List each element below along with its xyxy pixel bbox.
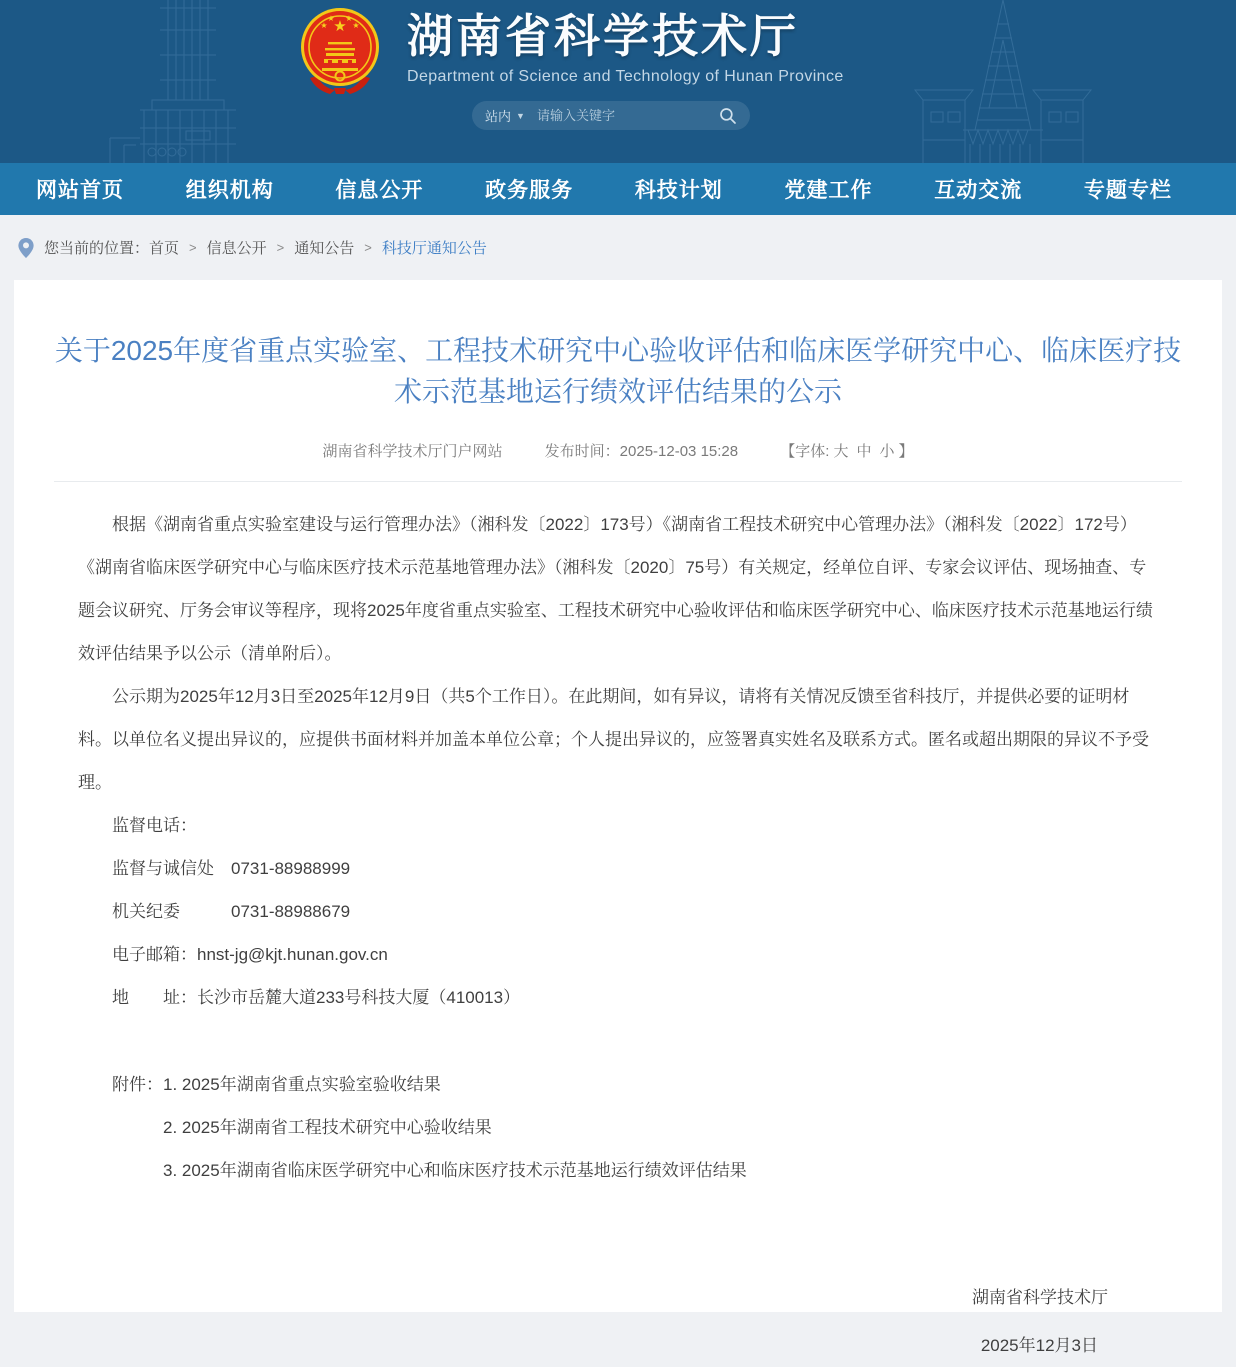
- left-building-watermark-icon: [90, 0, 280, 163]
- article-meta: [54, 440, 1182, 482]
- nav-item-special-topics[interactable]: 专题专栏: [1083, 179, 1172, 202]
- signature-date: 2025年12月3日: [980, 1336, 1098, 1355]
- search-scope-dropdown[interactable]: [485, 106, 525, 125]
- svg-text:★: ★: [320, 21, 328, 30]
- publish-time: [545, 443, 738, 460]
- paragraph-email: 电子邮箱：hnst-jg@kjt.hunan.gov.cn: [112, 945, 388, 964]
- breadcrumb-info-disclosure[interactable]: 信息公开: [206, 240, 267, 257]
- breadcrumb-separator: >: [364, 240, 372, 255]
- nav-item-info-disclosure[interactable]: 信息公开: [335, 179, 424, 202]
- national-emblem-icon: [297, 6, 383, 94]
- svg-text:★: ★: [327, 14, 335, 23]
- main-nav: [0, 163, 1236, 215]
- chevron-down-icon: ▼: [516, 110, 525, 121]
- nav-item-organization[interactable]: 组织机构: [185, 179, 274, 202]
- svg-text:★: ★: [352, 21, 360, 30]
- font-size-open: 【字体:: [780, 443, 830, 460]
- font-size-small-button[interactable]: 小: [879, 443, 895, 460]
- nav-item-gov-services[interactable]: 政务服务: [485, 179, 574, 202]
- paragraph-supervision-office-phone: 监督与诚信处 0731-88988999: [112, 859, 351, 878]
- breadcrumb-separator: >: [276, 240, 285, 255]
- breadcrumb-current[interactable]: 科技厅通知公告: [381, 240, 487, 257]
- attachment-item-1[interactable]: 附件：1. 2025年湖南省重点实验室验收结果: [112, 1075, 441, 1094]
- paragraph-discipline-committee-phone: 机关纪委 0731-88988679: [112, 902, 351, 921]
- signature-org: 湖南省科学技术厅: [972, 1288, 1108, 1307]
- nav-item-interaction[interactable]: 互动交流: [934, 179, 1023, 202]
- breadcrumb: [0, 215, 1236, 280]
- site-subtitle-en: Department of Science and Technology of Hunan Province: [407, 67, 844, 85]
- breadcrumb-prefix: 您当前的位置：: [44, 240, 150, 257]
- nav-item-party-building[interactable]: 党建工作: [784, 179, 873, 202]
- breadcrumb-home[interactable]: 首页: [149, 240, 180, 257]
- breadcrumb-separator: >: [189, 240, 197, 255]
- search-scope-label: 站内: [485, 109, 512, 124]
- font-size-close: 】: [898, 443, 914, 460]
- publish-time-label: 发布时间：: [544, 443, 620, 460]
- search-icon[interactable]: [719, 107, 737, 125]
- font-size-large-button[interactable]: 大: [833, 443, 849, 460]
- attachment-item-2[interactable]: 2. 2025年湖南省工程技术研究中心验收结果: [163, 1118, 492, 1137]
- breadcrumb-notices[interactable]: 通知公告: [294, 240, 355, 257]
- font-size-control: [780, 443, 913, 460]
- svg-text:★: ★: [345, 14, 353, 23]
- right-building-watermark-icon: [878, 0, 1128, 163]
- nav-item-home[interactable]: 网站首页: [36, 179, 124, 202]
- nav-item-scitech-programs[interactable]: 科技计划: [634, 179, 723, 202]
- font-size-medium-button[interactable]: 中: [856, 443, 872, 460]
- paragraph-address: 地 址：长沙市岳麓大道233号科技大厦（410013）: [112, 988, 521, 1007]
- site-title: 湖南省科学技术厅: [407, 10, 799, 62]
- publish-time-value: 2025-12-03 15:28: [619, 443, 739, 460]
- site-search-bar[interactable]: [472, 101, 750, 130]
- paragraph-basis: 根据《湖南省重点实验室建设与运行管理办法》（湘科发〔2022〕173号）《湖南省工程技术研究中心管理办法》（湘科发〔2022〕172号）《湖南省临床医学研究中心与临床医疗技术示范基地管理办法》（湘科发〔2020〕75号）有关规定，经单位自评、专家会议评估、现场抽查、专题会议研究、厅务会审议等程序，现将2025年度省重点实验室、工程技术研究中心验收评估和临床医学研究中心、临床医疗技术示范基地运行绩效评估结果予以公示（清单附后）。: [78, 515, 1153, 663]
- svg-text:★: ★: [333, 18, 347, 35]
- paragraph-publicity-period: 公示期为2025年12月3日至2025年12月9日（共5个工作日）。在此期间，如有异议，请将有关情况反馈至省科技厅，并提供必要的证明材料。以单位名义提出异议的，应提供书面材料并加盖本单位公章；个人提出异议的，应签署真实姓名及联系方式。匿名或超出期限的异议不予受理。: [78, 687, 1149, 792]
- article-card: [14, 280, 1222, 1355]
- paragraph-supervision-phone-label: 监督电话：: [112, 816, 197, 835]
- article-title: 关于2025年度省重点实验室、工程技术研究中心验收评估和临床医学研究中心、临床医疗技术示范基地运行绩效评估结果的公示: [54, 335, 1182, 407]
- attachments-label: 附件：: [112, 1075, 163, 1094]
- site-header: [0, 0, 1236, 163]
- search-input[interactable]: [535, 107, 719, 124]
- article-content: [14, 482, 1222, 1367]
- brand: [297, 6, 844, 94]
- attachment-item-3[interactable]: 3. 2025年湖南省临床医学研究中心和临床医疗技术示范基地运行绩效评估结果: [163, 1161, 747, 1180]
- article-source: 湖南省科学技术厅门户网站: [322, 443, 503, 460]
- location-pin-icon: [18, 238, 34, 258]
